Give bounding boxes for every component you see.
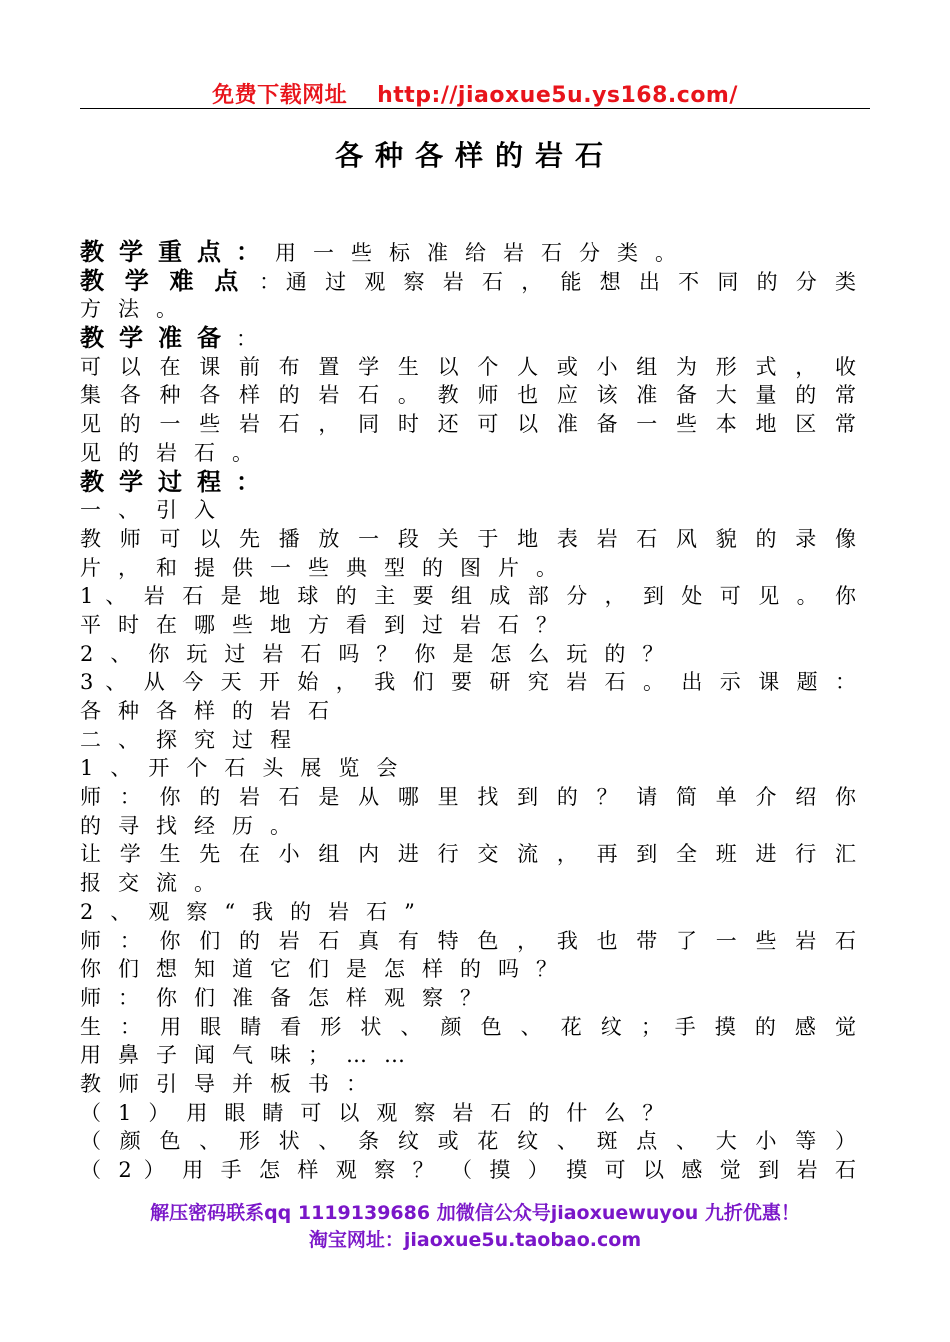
text-line: 一、引入 [80, 498, 232, 523]
process-heading-line [80, 468, 856, 497]
header-url[interactable]: http://jiaoxue5u.ys168.com/ [377, 83, 738, 108]
header-label: 免费下载网址 [212, 83, 348, 108]
text-line: 的寻找经历。 [80, 813, 308, 838]
download-header [80, 78, 870, 109]
text-line: 2、你玩过岩石吗？你是怎么玩的？ [80, 641, 681, 666]
text-line: 用鼻子闻气味；…… [80, 1043, 422, 1068]
document-body [80, 238, 856, 1185]
text-line: 教 师 可 以 先 播 放 一 段 关 于 地 表 岩 石 风 貌 的 录 像 [80, 526, 856, 551]
difficult-points-line: 教学难点：通 过 观 察 岩 石 ， 能 想 出 不 同 的 分 类 [80, 266, 856, 295]
text-line: 教师引导并板书： [80, 1071, 384, 1096]
text-line: 方法。 [80, 297, 194, 322]
text-line: 见的岩石。 [80, 440, 270, 465]
text-line: 让 学 生 先 在 小 组 内 进 行 交 流 ， 再 到 全 班 进 行 汇 [80, 842, 856, 867]
text-line: （ 2 ） 用 手 怎 样 观 察 ？ （ 摸 ） 摸 可 以 感 觉 到 岩 石 [80, 1158, 856, 1182]
text-line: 见 的 一 些 岩 石 ， 同 时 还 可 以 准 备 一 些 本 地 区 常 [80, 412, 856, 437]
header-rule [80, 108, 870, 109]
text-line: 生 ： 用 眼 睛 看 形 状 、 颜 色 、 花 纹 ； 手 摸 的 感 觉 [80, 1014, 856, 1039]
text-line: 师 ： 你 们 的 岩 石 真 有 特 色 ， 我 也 带 了 一 些 岩 石 [80, 928, 856, 953]
key-points-text: 用一些标准给岩石分类。 [275, 241, 693, 265]
footer-shop-link[interactable]: 淘宝网址：jiaoxue5u.taobao.com [308, 1229, 642, 1251]
difficult-points-heading: 教学难点 [80, 266, 260, 295]
text-line: 报交流。 [80, 871, 232, 896]
text-line: 3 、 从 今 天 开 始 ， 我 们 要 研 究 岩 石 。 出 示 课 题 ： [80, 670, 856, 695]
text-line: 你们想知道它们是怎样的吗？ [80, 957, 574, 982]
text-line: 2、观察“我的岩石” [80, 899, 432, 924]
text-line: 1 、 岩 石 是 地 球 的 主 要 组 成 部 分 ， 到 处 可 见 。 你 [80, 584, 856, 609]
text-line: 师 ： 你 的 岩 石 是 从 哪 里 找 到 的 ？ 请 简 单 介 绍 你 [80, 785, 856, 810]
text-line: （1）用眼睛可以观察岩石的什么？ [80, 1100, 681, 1125]
text-line: 片，和提供一些典型的图片。 [80, 555, 574, 580]
text-line: 集 各 种 各 样 的 岩 石 。 教 师 也 应 该 准 备 大 量 的 常 [80, 383, 856, 408]
text-line: （ 颜 色 、 形 状 、 条 纹 或 花 纹 、 斑 点 、 大 小 等 ） [80, 1129, 856, 1154]
footer-contact: 解压密码联系qq 1119139686 加微信公众号jiaoxuewuyou 九折优惠！ [150, 1202, 800, 1224]
preparation-heading-line: 教学准备： [80, 324, 257, 353]
preparation-heading: 教学准备 [80, 324, 236, 353]
text-line: 1、开个石头展览会 [80, 756, 415, 781]
text-line: 各种各样的岩石 [80, 699, 346, 723]
process-heading: 教学过程： [80, 467, 275, 496]
document-title: 各种各样的岩石 [334, 139, 615, 172]
text-line: 师：你们准备怎样观察？ [80, 985, 498, 1010]
text-line: 可 以 在 课 前 布 置 学 生 以 个 人 或 小 组 为 形 式 ， 收 [80, 354, 856, 379]
text-line: 平时在哪些地方看到过岩石？ [80, 612, 574, 637]
text-line: 二、探究过程 [80, 727, 308, 752]
key-points-heading: 教学重点： [80, 238, 275, 266]
key-points-line [80, 238, 856, 267]
